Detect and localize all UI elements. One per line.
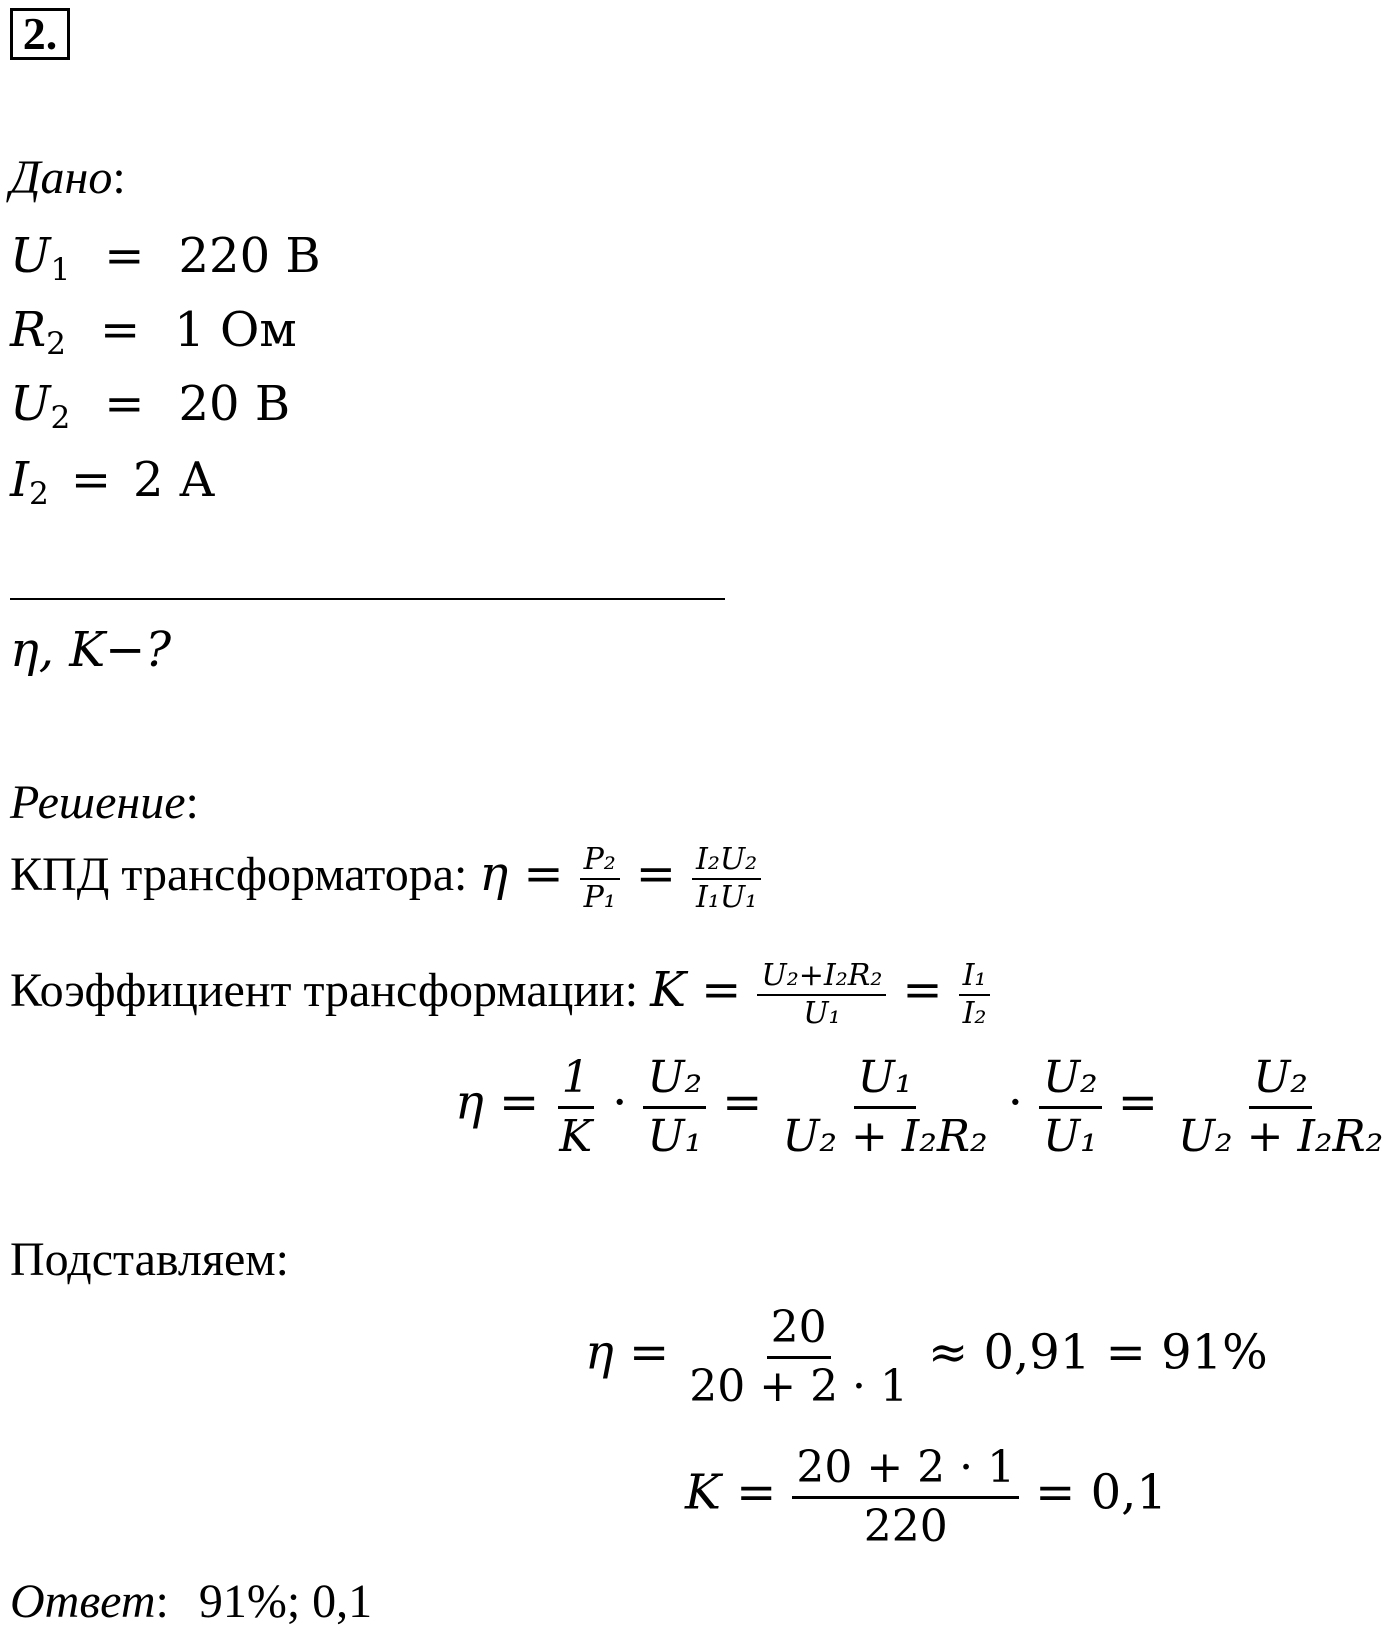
- coefficient-calculation: K = $\frac{20 + 2 \cdot 1}{220}$ = 0,1: [685, 1442, 1167, 1552]
- given-u2: $U_2 = 20$ В: [10, 376, 291, 436]
- given-divider: [10, 598, 725, 600]
- task-number: 2.: [10, 8, 70, 60]
- transformation-coefficient-formula: Коэффициент трансформации: K = $\frac{\text{U₂+I₂R₂}}{\text{U₁}}$ = $\frac{\text{I₁}}{\text{I₂}}$: [10, 958, 994, 1032]
- given-u1: $U_1 = 220$ В: [10, 228, 321, 288]
- substitute-text: Подставляем:: [10, 1233, 289, 1286]
- solution-label: Решение:: [10, 776, 199, 829]
- given-r2: $R_2 = 1$ Ом: [10, 302, 297, 362]
- given-i2: $I_2 = 2$ А: [10, 452, 216, 512]
- given-label: Дано:: [10, 151, 126, 204]
- answer-line: Ответ: 91%; 0,1: [10, 1575, 373, 1628]
- efficiency-calculation: η = $\frac{20}{20 + 2 \cdot 1}$ ≈ 0,91 = 91%: [585, 1302, 1268, 1412]
- efficiency-formula: КПД трансформатора: η = $\frac{\text{P₂}}{\text{P₁}}$ = $\frac{\text{I₂U₂}}{\text{I₁U₁}}$: [10, 842, 765, 916]
- derivation-formula: η = $\frac{1}{K}$ · $\frac{\text{U₂}}{\text{U₁}}$ = $\frac{\text{U₁}}{\text{U₂ + I₂R₂}}$ · $\frac{\text{U₂}}{\text{U₁}}$ = $\frac{\text{U₂}}{\text{U₂ + I₂R₂}}$: [455, 1052, 1384, 1162]
- find-line: η, K−?: [10, 622, 172, 678]
